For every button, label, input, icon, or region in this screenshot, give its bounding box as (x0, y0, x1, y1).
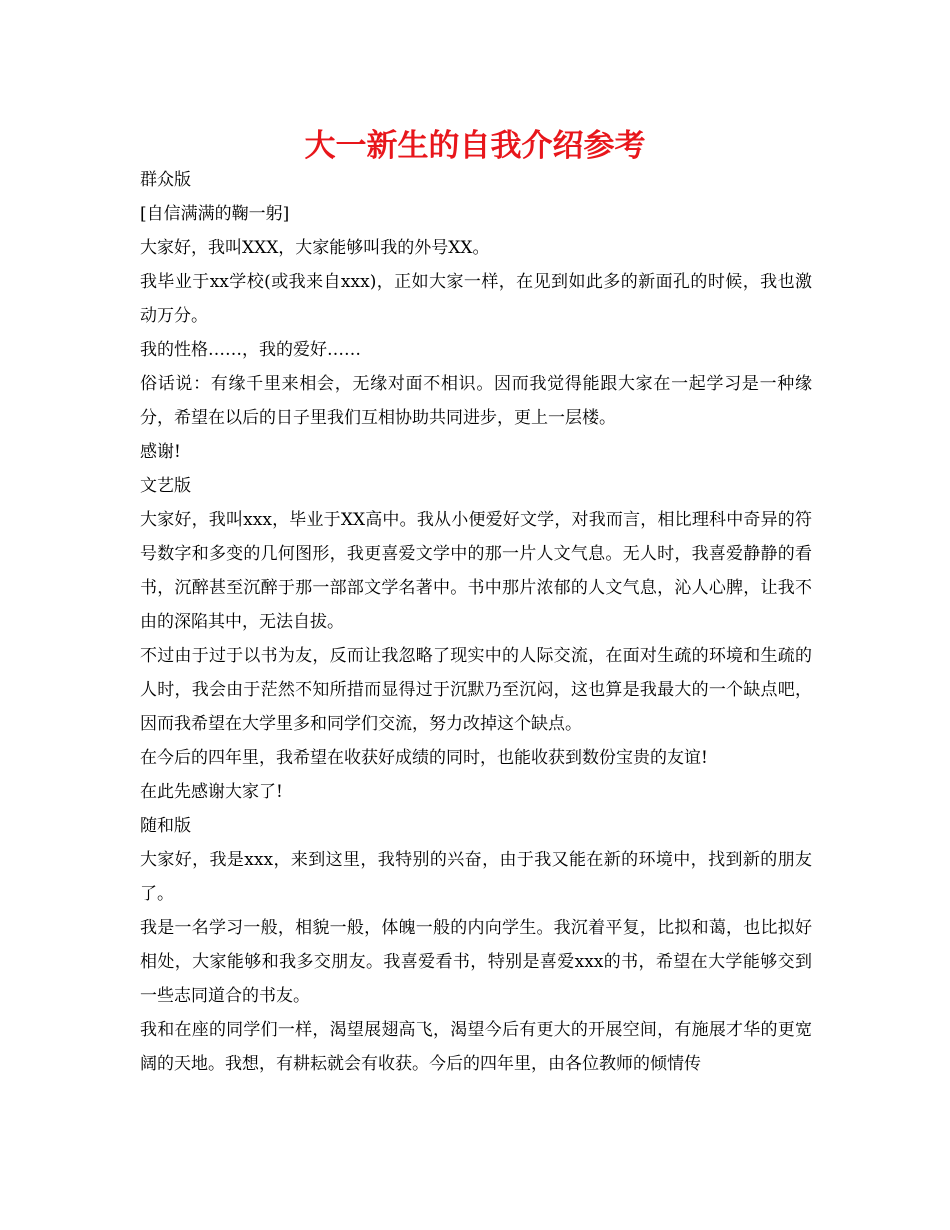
paragraph: [自信满满的鞠一躬] (140, 204, 290, 224)
section-heading-easygoing: 随和版 (140, 816, 191, 836)
paragraph: 不过由于过于以书为友，反而让我忽略了现实中的人际交流，在面对生疏的环境和生疏的人时，我会由于茫然不知所措而显得过于沉默乃至沉闷，这也算是我最大的一个缺点吧，因而我希望在大学里多和同学们交流，努力改掉这个缺点。 (140, 646, 812, 734)
paragraph: 感谢! (140, 442, 181, 462)
paragraph: 在今后的四年里，我希望在收获好成绩的同时，也能收获到数份宝贵的友谊! (140, 748, 708, 768)
paragraph: 我和在座的同学们一样，渴望展翅高飞，渴望今后有更大的开展空间，有施展才华的更宽阔的天地。我想，有耕耘就会有收获。今后的四年里，由各位教师的倾情传 (140, 1020, 812, 1074)
paragraph: 我是一名学习一般，相貌一般，体魄一般的内向学生。我沉着平复，比拟和蔼，也比拟好相处，大家能够和我多交朋友。我喜爱看书，特别是喜爱xxx的书，希望在大学能够交到一些志同道合的书友。 (140, 918, 812, 1006)
paragraph: 在此先感谢大家了! (140, 782, 283, 802)
paragraph: 大家好，我叫XXX，大家能够叫我的外号XX。 (140, 238, 490, 258)
document-body (140, 163, 812, 1081)
section-heading-literary: 文艺版 (140, 476, 191, 496)
paragraph: 俗话说：有缘千里来相会，无缘对面不相识。因而我觉得能跟大家在一起学习是一种缘分，希望在以后的日子里我们互相协助共同进步，更上一层楼。 (140, 374, 812, 428)
document-title: 大一新生的自我介绍参考 (304, 128, 646, 164)
paragraph: 我的性格……，我的爱好…… (140, 340, 361, 360)
section-heading-public: 群众版 (140, 170, 191, 190)
paragraph: 我毕业于xx学校(或我来自xxx)，正如大家一样，在见到如此多的新面孔的时候，我也激动万分。 (140, 272, 812, 326)
paragraph: 大家好，我叫xxx，毕业于XX高中。我从小便爱好文学，对我而言，相比理科中奇异的符号数字和多变的几何图形，我更喜爱文学中的那一片人文气息。无人时，我喜爱静静的看书，沉醉甚至沉醉于那一部部文学名著中。书中那片浓郁的人文气息，沁人心脾，让我不由的深陷其中，无法自拔。 (140, 510, 812, 632)
paragraph: 大家好，我是xxx，来到这里，我特别的兴奋，由于我又能在新的环境中，找到新的朋友了。 (140, 850, 812, 904)
